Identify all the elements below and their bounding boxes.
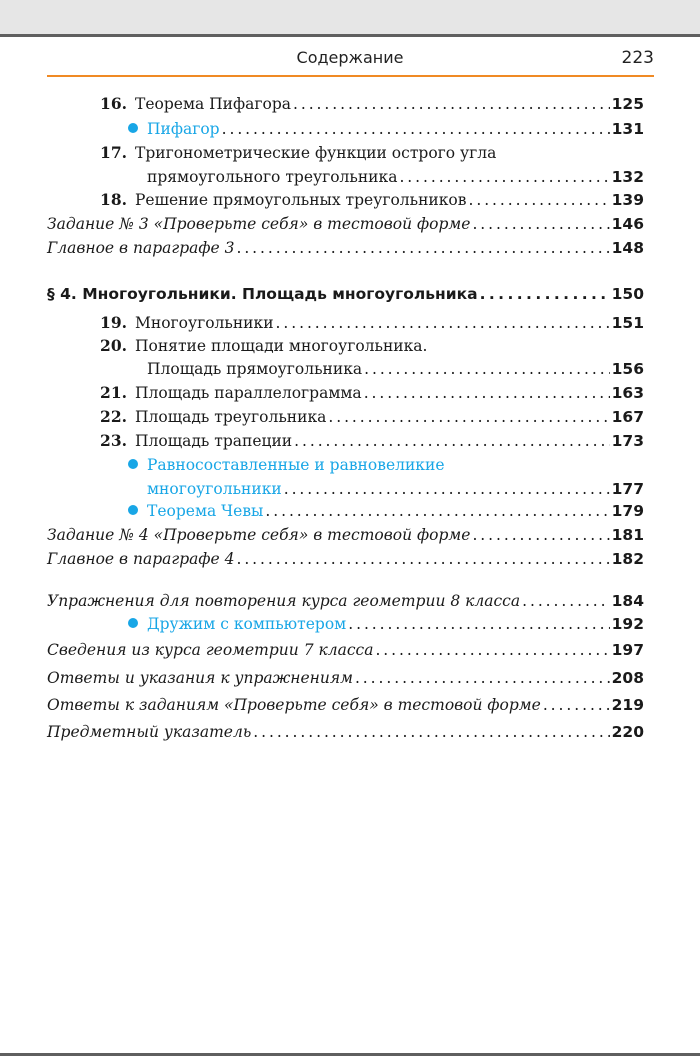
dot-leader (364, 381, 610, 405)
section-title: § 4. Многоугольники. Площадь многоугольника (47, 285, 478, 303)
entry-title: Площадь прямоугольника (147, 360, 363, 378)
entry-title: Предметный указатель (47, 723, 252, 741)
dot-leader (265, 499, 609, 523)
toc-entry-20-cont[interactable] (47, 357, 644, 381)
toc-entry-test-4[interactable] (47, 523, 644, 547)
entry-page: 139 (611, 191, 644, 209)
toc-entry-computer[interactable] (47, 612, 644, 636)
toc-entry-summary-3[interactable] (47, 236, 644, 260)
dot-leader (472, 523, 609, 547)
entry-title: Пифагор (147, 120, 220, 138)
toc-entry-ceva[interactable] (47, 499, 644, 523)
entry-title: Равносоставленные и равновеликие (147, 456, 445, 474)
entry-title: Ответы к заданиям «Проверьте себя» в тестовой форме (47, 696, 541, 714)
toc-entry-equidecomposable[interactable] (47, 453, 644, 477)
bullet-dot-icon (128, 618, 138, 628)
entry-title: Главное в параграфе 4 (47, 550, 235, 568)
entry-title: Упражнения для повторения курса геометрии 8 класса (47, 592, 521, 610)
entry-title: Тригонометрические функции острого угла (135, 144, 497, 162)
entry-title: Понятие площади многоугольника. (135, 337, 428, 355)
entry-page: 179 (611, 502, 644, 520)
entry-number: 22. (100, 407, 127, 426)
entry-number: 18. (100, 190, 127, 209)
toc-entry-index[interactable] (47, 720, 644, 744)
dot-leader (284, 477, 610, 501)
bullet-dot-icon (128, 459, 138, 469)
entry-title: Многоугольники (135, 314, 274, 332)
toc-entry-test-3[interactable] (47, 212, 644, 236)
toc-entry-18[interactable] (47, 188, 644, 212)
entry-page: 148 (611, 239, 644, 257)
header-rule (47, 75, 654, 77)
bullet-dot-icon (128, 505, 138, 515)
toc-section-4[interactable] (47, 282, 644, 306)
entry-page: 132 (611, 168, 644, 186)
toc-entry-review-exercises[interactable] (47, 589, 644, 613)
toc-entry-answers[interactable] (47, 666, 644, 690)
dot-leader (469, 188, 610, 212)
entry-page: 181 (611, 526, 644, 544)
dot-leader (348, 612, 609, 636)
toc-entry-pythagoras[interactable] (47, 117, 644, 141)
dot-leader (522, 589, 610, 613)
entry-title: Ответы и указания к упражнениям (47, 669, 353, 687)
dot-leader (276, 311, 610, 335)
dot-leader (253, 720, 609, 744)
toc-entry-21[interactable] (47, 381, 644, 405)
entry-page: 125 (611, 95, 644, 113)
dot-leader (472, 212, 609, 236)
dot-leader (293, 92, 610, 116)
page-number: 223 (621, 48, 654, 68)
entry-page: 220 (611, 723, 644, 741)
entry-title: Площадь трапеции (135, 432, 293, 450)
entry-page: 163 (611, 384, 644, 402)
entry-number: 20. (100, 336, 127, 355)
entry-title: Главное в параграфе 3 (47, 239, 235, 257)
dot-leader (294, 429, 610, 453)
entry-title: прямоугольного треугольника (147, 168, 398, 186)
entry-number: 17. (100, 143, 127, 162)
entry-page: 151 (611, 314, 644, 332)
entry-title: Дружим с компьютером (147, 615, 347, 633)
entry-number: 21. (100, 383, 127, 402)
entry-page: 177 (611, 480, 644, 498)
dot-leader (236, 236, 609, 260)
entry-title: Сведения из курса геометрии 7 класса (47, 641, 374, 659)
toc-entry-grade7[interactable] (47, 638, 644, 662)
entry-title: Площадь параллелограмма (135, 384, 362, 402)
toc-entry-summary-4[interactable] (47, 547, 644, 571)
toc-entry-equidecomposable-cont[interactable] (47, 477, 644, 501)
entry-number: 16. (100, 94, 127, 113)
toc-entry-17-cont[interactable] (47, 165, 644, 189)
dot-leader (355, 666, 610, 690)
entry-page: 219 (611, 696, 644, 714)
dot-leader (236, 547, 609, 571)
dot-leader (543, 693, 610, 717)
dot-leader (364, 357, 610, 381)
entry-page: 167 (611, 408, 644, 426)
toc-entry-test-answers[interactable] (47, 693, 644, 717)
entry-title: Теорема Пифагора (135, 95, 291, 113)
viewer-top-bar (0, 0, 700, 37)
entry-page: 197 (611, 641, 644, 659)
entry-title: Теорема Чевы (147, 502, 264, 520)
entry-page: 184 (611, 592, 644, 610)
entry-title: Площадь треугольника (135, 408, 327, 426)
entry-page: 182 (611, 550, 644, 568)
dot-leader (399, 165, 609, 189)
entry-page: 208 (611, 669, 644, 687)
toc-entry-19[interactable] (47, 311, 644, 335)
entry-number: 19. (100, 313, 127, 332)
toc-entry-17[interactable] (47, 141, 644, 165)
toc-entry-23[interactable] (47, 429, 644, 453)
dot-leader (328, 405, 609, 429)
dot-leader (480, 282, 610, 306)
toc-entry-16[interactable] (47, 92, 644, 116)
entry-page: 173 (611, 432, 644, 450)
dot-leader (222, 117, 610, 141)
toc-entry-22[interactable] (47, 405, 644, 429)
entry-page: 156 (611, 360, 644, 378)
entry-page: 146 (611, 215, 644, 233)
running-header-title: Содержание (296, 48, 404, 67)
entry-page: 131 (611, 120, 644, 138)
entry-title: многоугольники (147, 480, 282, 498)
entry-page: 150 (611, 285, 644, 303)
entry-title: Решение прямоугольных треугольников (135, 191, 467, 209)
entry-title: Задание № 4 «Проверьте себя» в тестовой форме (47, 526, 471, 544)
entry-page: 192 (611, 615, 644, 633)
toc-entry-20[interactable] (47, 334, 644, 358)
bullet-dot-icon (128, 123, 138, 133)
entry-number: 23. (100, 431, 127, 450)
dot-leader (375, 638, 609, 662)
entry-title: Задание № 3 «Проверьте себя» в тестовой форме (47, 215, 471, 233)
